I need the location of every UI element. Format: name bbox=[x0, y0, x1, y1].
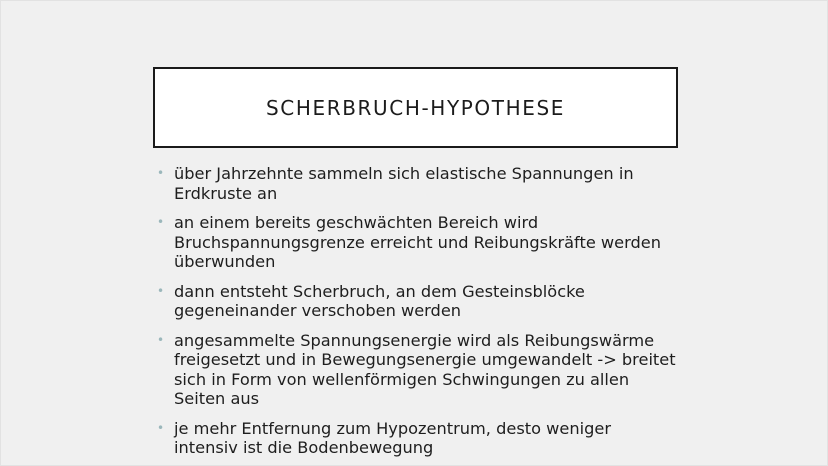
bullet-text: an einem bereits geschwächten Bereich wird Bruchspannungsgrenze erreicht und Reibungskräfte werden überwunden bbox=[174, 213, 661, 271]
bullet-dot-icon: • bbox=[157, 420, 165, 435]
bullet-text: angesammelte Spannungsenergie wird als Reibungswärme freigesetzt und in Bewegungsenergie umgewandelt -> breitet sich in Form von wellenförmigen Schwingungen zu allen Seiten aus bbox=[174, 330, 676, 408]
bullet-dot-icon: • bbox=[157, 215, 165, 229]
bullet-item bbox=[157, 419, 677, 458]
title-box bbox=[153, 67, 678, 148]
bullet-dot-icon: • bbox=[157, 283, 165, 298]
bullet-item bbox=[157, 282, 677, 321]
bullet-text: je mehr Entfernung zum Hypozentrum, desto weniger intensiv ist die Bodenbewegung bbox=[174, 418, 611, 457]
bullet-item bbox=[157, 164, 677, 203]
bullet-text: über Jahrzehnte sammeln sich elastische Spannungen in Erdkruste an bbox=[174, 164, 634, 203]
bullet-dot-icon: • bbox=[157, 332, 165, 347]
bullet-dot-icon: • bbox=[157, 166, 165, 180]
slide-title: SCHERBRUCH-HYPOTHESE bbox=[266, 95, 565, 120]
bullet-text: dann entsteht Scherbruch, an dem Gesteinsblöcke gegeneinander verschoben werden bbox=[174, 281, 585, 320]
bullet-item bbox=[157, 213, 677, 272]
bullet-item bbox=[157, 331, 677, 409]
bullet-list bbox=[157, 164, 677, 466]
